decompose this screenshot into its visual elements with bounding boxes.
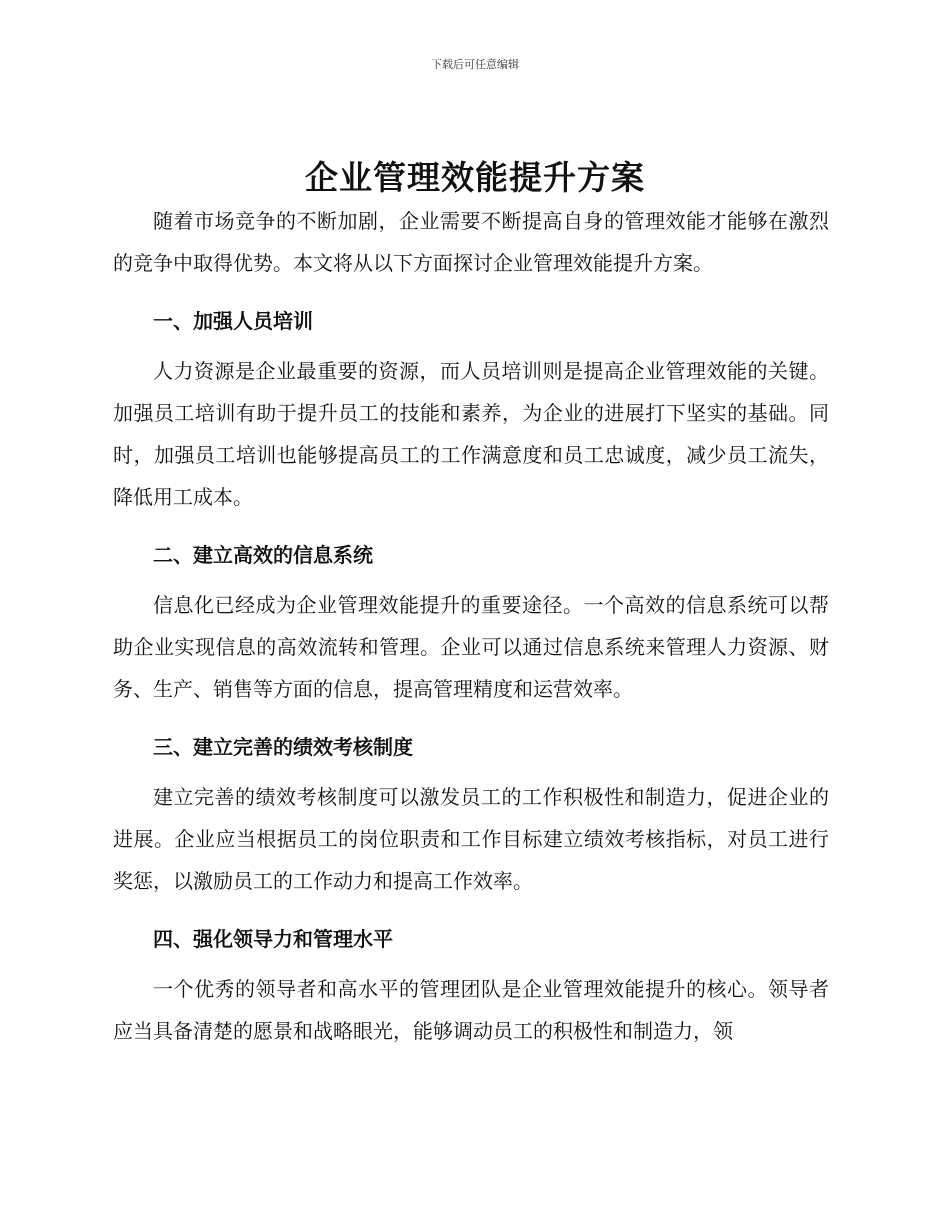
intro-paragraph: 随着市场竞争的不断加剧，企业需要不断提高自身的管理效能才能够在激烈的竞争中取得优势。本文将从以下方面探讨企业管理效能提升方案。 [113,209,829,275]
header-note: 下载后可任意编辑 [431,58,519,71]
section-body-2: 信息化已经成为企业管理效能提升的重要途径。一个高效的信息系统可以帮助企业实现信息的高效流转和管理。企业可以通过信息系统来管理人力资源、财务、生产、销售等方面的信息，提高管理精度和运营效率。 [113,593,829,701]
section-body-1: 人力资源是企业最重要的资源，而人员培训则是提高企业管理效能的关键。加强员工培训有助于提升员工的技能和素养，为企业的进展打下坚实的基础。同时，加强员工培训也能够提高员工的工作满意度和员工忠诚度，减少员工流失，降低用工成本。 [113,359,829,509]
section-heading-2: 二、建立高效的信息系统 [153,543,373,567]
section-heading-3: 三、建立完善的绩效考核制度 [153,735,413,759]
section-body-4: 一个优秀的领导者和高水平的管理团队是企业管理效能提升的核心。领导者应当具备清楚的愿景和战略眼光，能够调动员工的积极性和制造力，领 [113,977,829,1043]
document-title: 企业管理效能提升方案 [305,158,645,197]
section-heading-1: 一、加强人员培训 [153,309,313,333]
document-body [113,200,829,1052]
section-heading-4: 四、强化领导力和管理水平 [153,927,393,951]
section-body-3: 建立完善的绩效考核制度可以激发员工的工作积极性和制造力，促进企业的进展。企业应当根据员工的岗位职责和工作目标建立绩效考核指标，对员工进行奖惩，以激励员工的工作动力和提高工作效率。 [113,785,829,893]
